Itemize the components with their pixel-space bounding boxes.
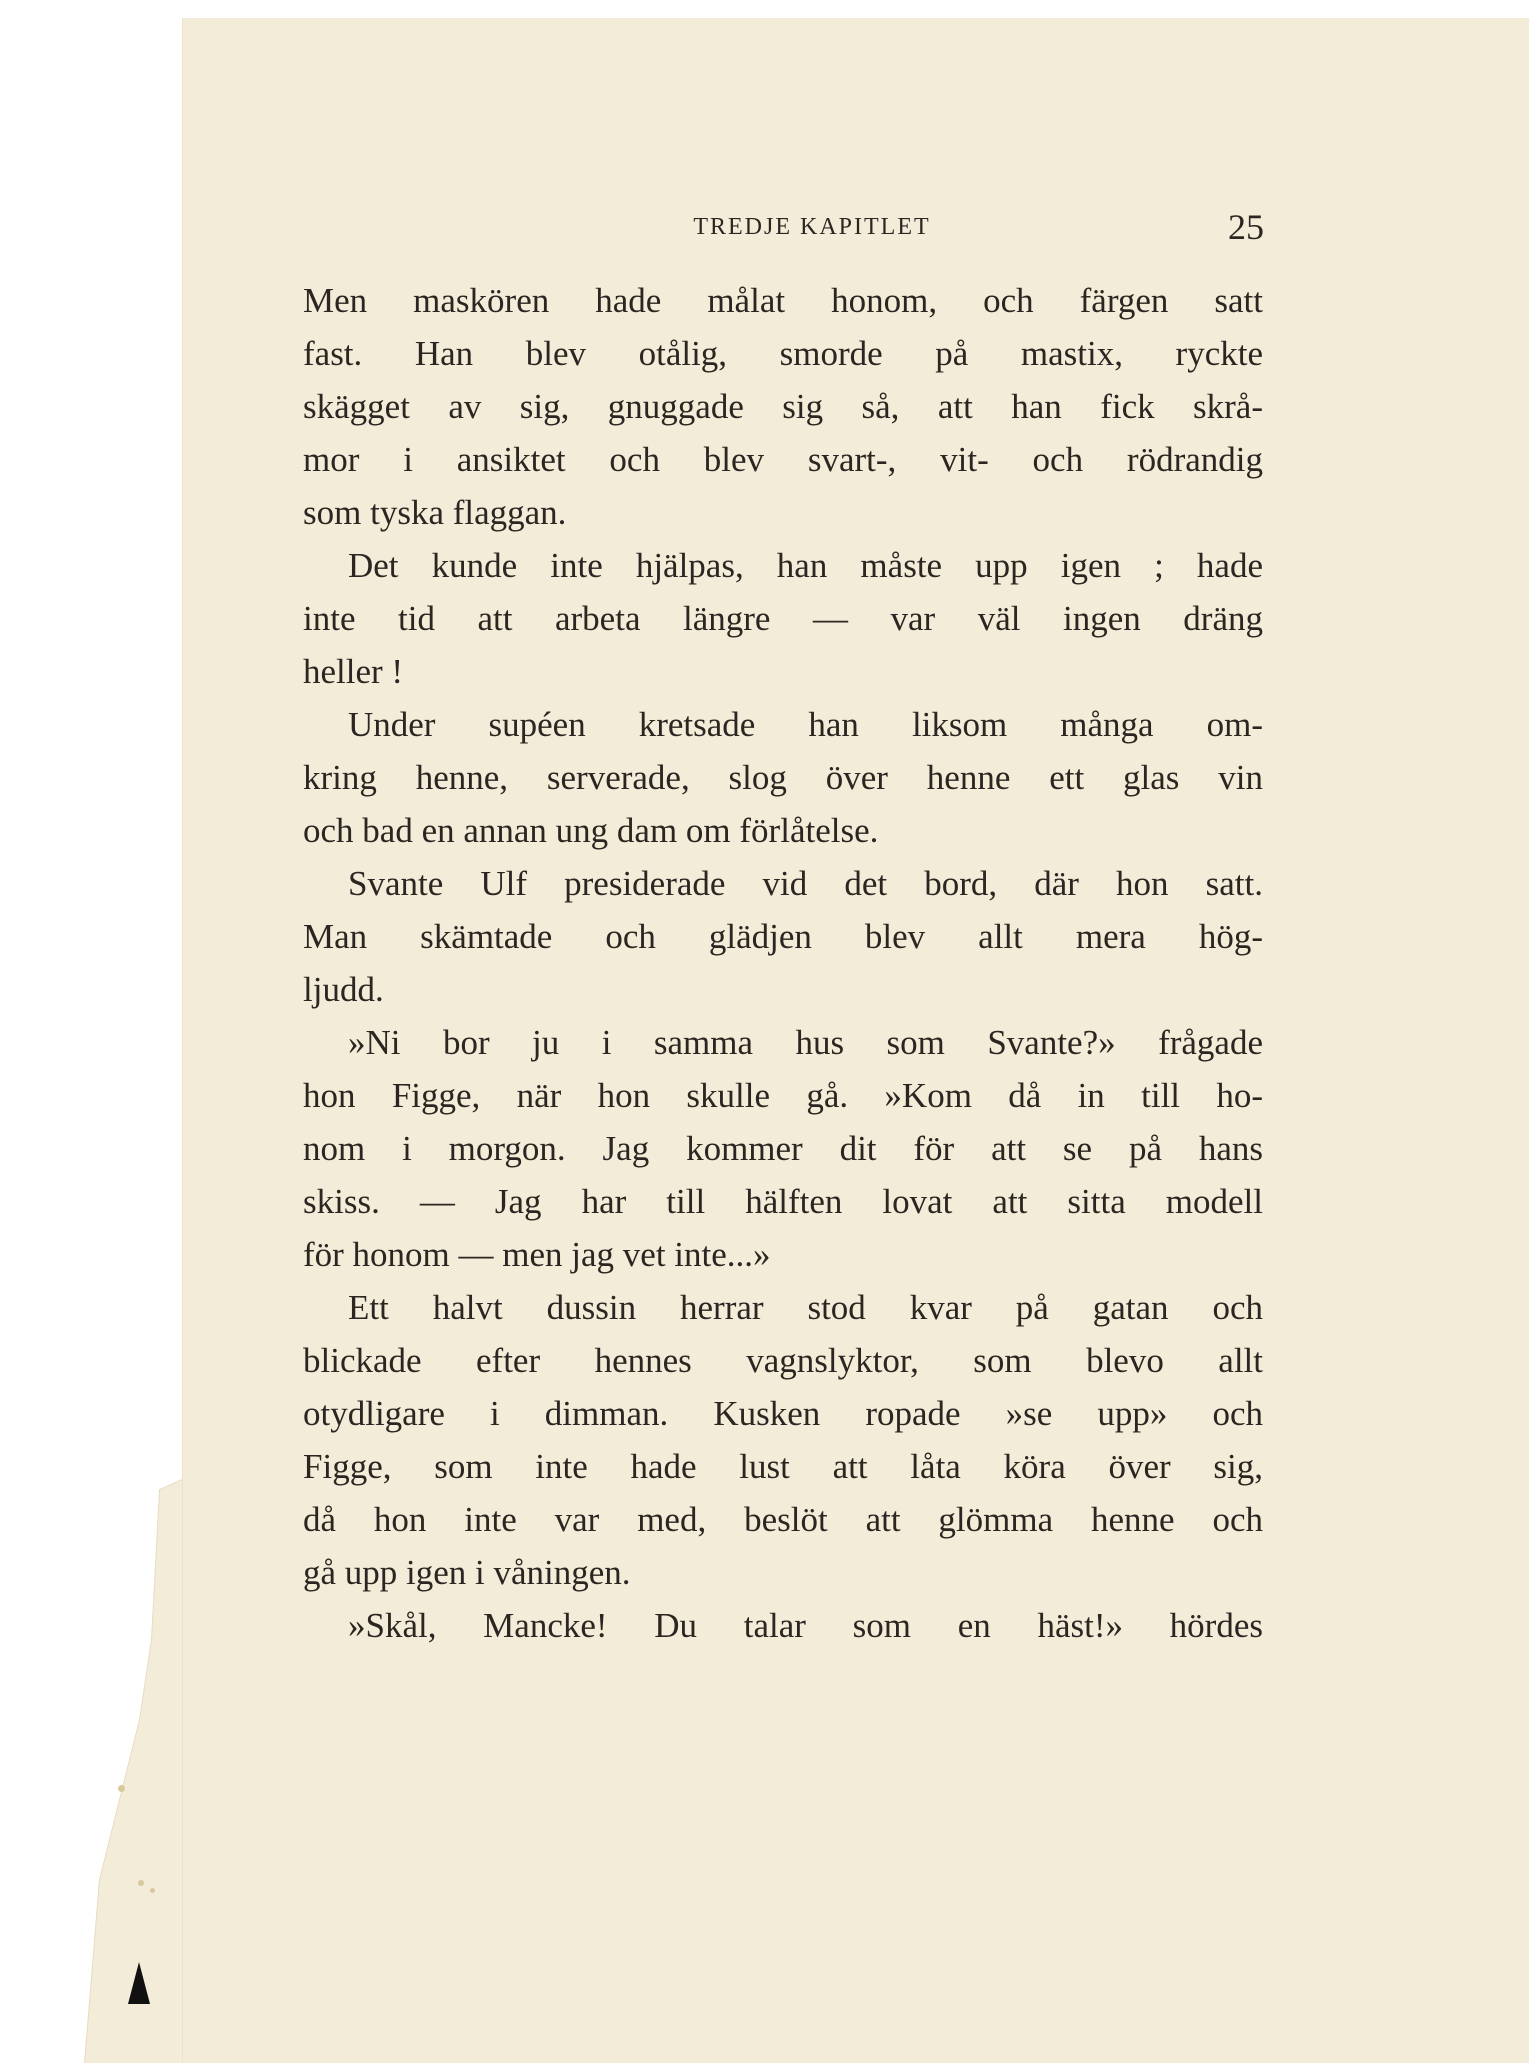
text-line: »Ni bor ju i samma hus som Svante?» frågade xyxy=(348,1023,1263,1062)
running-head: TREDJE KAPITLET xyxy=(693,214,931,240)
text-line: Det kunde inte hjälpas, han måste upp igen ; hade xyxy=(348,546,1263,585)
text-line: och bad en annan ung dam om förlåtelse. xyxy=(303,811,879,850)
text-line: »Skål, Mancke! Du talar som en häst!» hördes xyxy=(348,1606,1263,1645)
text-line: Ett halvt dussin herrar stod kvar på gatan och xyxy=(348,1288,1263,1327)
paragraph xyxy=(303,698,1263,857)
paper-speck xyxy=(138,1880,144,1886)
paragraph xyxy=(303,857,1263,1016)
text-line: hon Figge, när hon skulle gå. »Kom då in till ho- xyxy=(303,1076,1263,1115)
text-line: då hon inte var med, beslöt att glömma henne och xyxy=(303,1500,1263,1539)
text-line: för honom — men jag vet inte...» xyxy=(303,1235,771,1274)
paragraph xyxy=(303,1281,1263,1599)
triangle-marker-icon xyxy=(128,1962,150,2004)
page-header xyxy=(320,206,1264,258)
page-number: 25 xyxy=(1228,207,1264,247)
text-line: blickade efter hennes vagnslyktor, som blevo allt xyxy=(303,1341,1263,1380)
text-line: kring henne, serverade, slog över henne ett glas vin xyxy=(303,758,1263,797)
text-line: gå upp igen i våningen. xyxy=(303,1553,631,1592)
text-line: mor i ansiktet och blev svart-, vit- och rödrandig xyxy=(303,440,1263,479)
text-line: ljudd. xyxy=(303,970,384,1009)
paragraph xyxy=(303,1016,1263,1281)
text-line: Under supéen kretsade han liksom många om- xyxy=(348,705,1263,744)
text-line: otydligare i dimman. Kusken ropade »se upp» och xyxy=(303,1394,1263,1433)
text-line: Figge, som inte hade lust att låta köra över sig, xyxy=(303,1447,1263,1486)
paper-speck xyxy=(118,1785,125,1792)
text-line: Svante Ulf presiderade vid det bord, där hon satt. xyxy=(348,864,1263,903)
paragraph xyxy=(303,539,1263,698)
text-line: skiss. — Jag har till hälften lovat att sitta modell xyxy=(303,1182,1263,1221)
text-line: fast. Han blev otålig, smorde på mastix, ryckte xyxy=(303,334,1263,373)
paragraph xyxy=(303,274,1263,539)
text-line: inte tid att arbeta längre — var väl ingen dräng xyxy=(303,599,1263,638)
text-line: skägget av sig, gnuggade sig så, att han fick skrå- xyxy=(303,387,1263,426)
body-text xyxy=(303,274,1263,1652)
text-line: Man skämtade och glädjen blev allt mera hög- xyxy=(303,917,1263,956)
text-line: Men maskören hade målat honom, och färgen satt xyxy=(303,281,1263,320)
text-line: som tyska flaggan. xyxy=(303,493,567,532)
text-line: nom i morgon. Jag kommer dit för att se på hans xyxy=(303,1129,1263,1168)
text-line: heller ! xyxy=(303,652,404,691)
paragraph xyxy=(303,1599,1263,1652)
paper-speck xyxy=(150,1888,155,1893)
